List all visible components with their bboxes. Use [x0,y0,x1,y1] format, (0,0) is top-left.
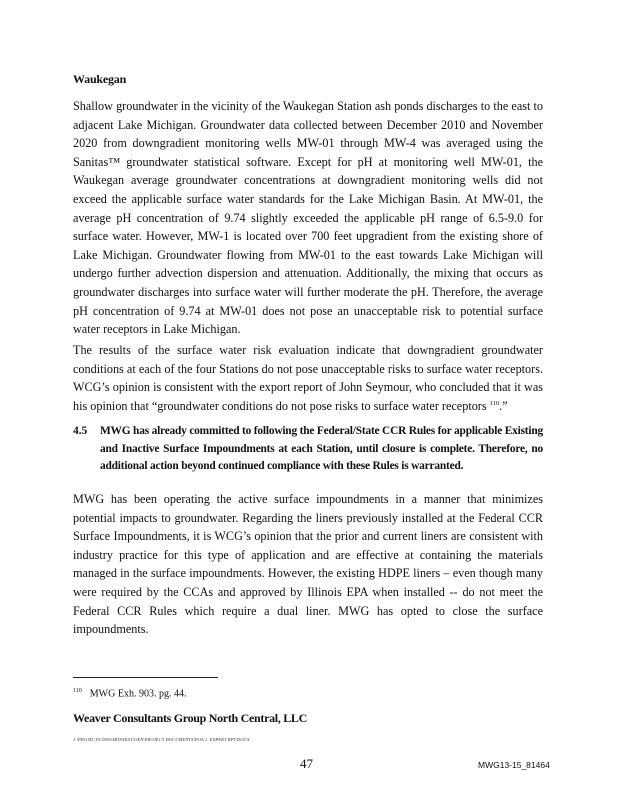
footnote-number: 110 [73,688,82,694]
section-number: 4.5 [73,425,88,437]
section-heading-text: MWG has already committed to following the Federal/State CCR Rules for applicable Existing and Inactive Surface Impoundments at each Station, until closure is complete. Therefore, no additional action beyond continued compliance with these Rules is warranted. [100,425,543,472]
footnote [73,688,186,699]
footnote-divider [73,677,218,678]
document-id: MWG13-15_81464 [478,760,550,770]
paragraph-liners: MWG has been operating the active surface impoundments in a manner that minimizes potential impacts to groundwater. Regarding the liners previously installed at the Federal CCR Surface Impoundments, it is WCG’s opinion that the prior and current liners are consistent with industry practice for this type of application and are effective at containing the materials managed in the surface impoundments. However, the existing HDPE liners – even though many were required by the CCAs and approved by Illinois EPA when installed -- do not meet the Federal CCR Rules which require a dual liner. MWG has opted to close the surface impoundments. [73,492,543,637]
section-heading: Waukegan [73,72,127,86]
paragraph-risk-evaluation-end: .” [499,398,508,413]
file-path: J:\PROJECTS\5590\MIDWEST\GEN\PROJECT DOCUMENTS\POA 1. EXPERT RPT.DOCX [73,737,250,742]
company-name: Weaver Consultants Group North Central, LLC [73,711,308,725]
footnote-text: MWG Exh. 903. pg. 44. [89,688,187,700]
paragraph-waukegan-groundwater: Shallow groundwater in the vicinity of the Waukegan Station ash ponds discharges to the east to adjacent Lake Michigan. Groundwater data collected between December 2010 and November 2020 from downgradient monitoring wells MW-01 through MW-4 was averaged using the Sanitas™ groundwater statistical software. Except for pH at monitoring well MW-01, the Waukegan average groundwater concentrations at downgradient monitoring wells did not exceed the applicable surface water standards for the Lake Michigan Basin. At MW-01, the average pH concentration of 9.74 slightly exceeded the applicable pH range of 6.5-9.0 for surface water. However, MW-1 is located over 700 feet upgradient from the existing shore of Lake Michigan. Groundwater flowing from MW-01 to the east towards Lake Michigan will undergo further advection dispersion and attenuation. Additionally, the mixing that occurs as groundwater discharges into surface water will further moderate the pH. Therefore, the average pH concentration of 9.74 at MW-01 does not pose an unacceptable risk to potential surface water receptors in Lake Michigan. [73,99,543,337]
paragraph-risk-evaluation [73,341,543,415]
footnote-reference: 110 [489,399,500,407]
page-number: 47 [300,756,313,771]
paragraph-risk-evaluation-text: The results of the surface water risk evaluation indicate that downgradient groundwater conditions at each of the four Stations do not pose unacceptable risks to surface water receptors. WCG’s opinion is consistent with the export report of John Seymour, who concluded that it was his opinion that “groundwater conditions do not pose risks to surface water receptors [73,343,543,413]
